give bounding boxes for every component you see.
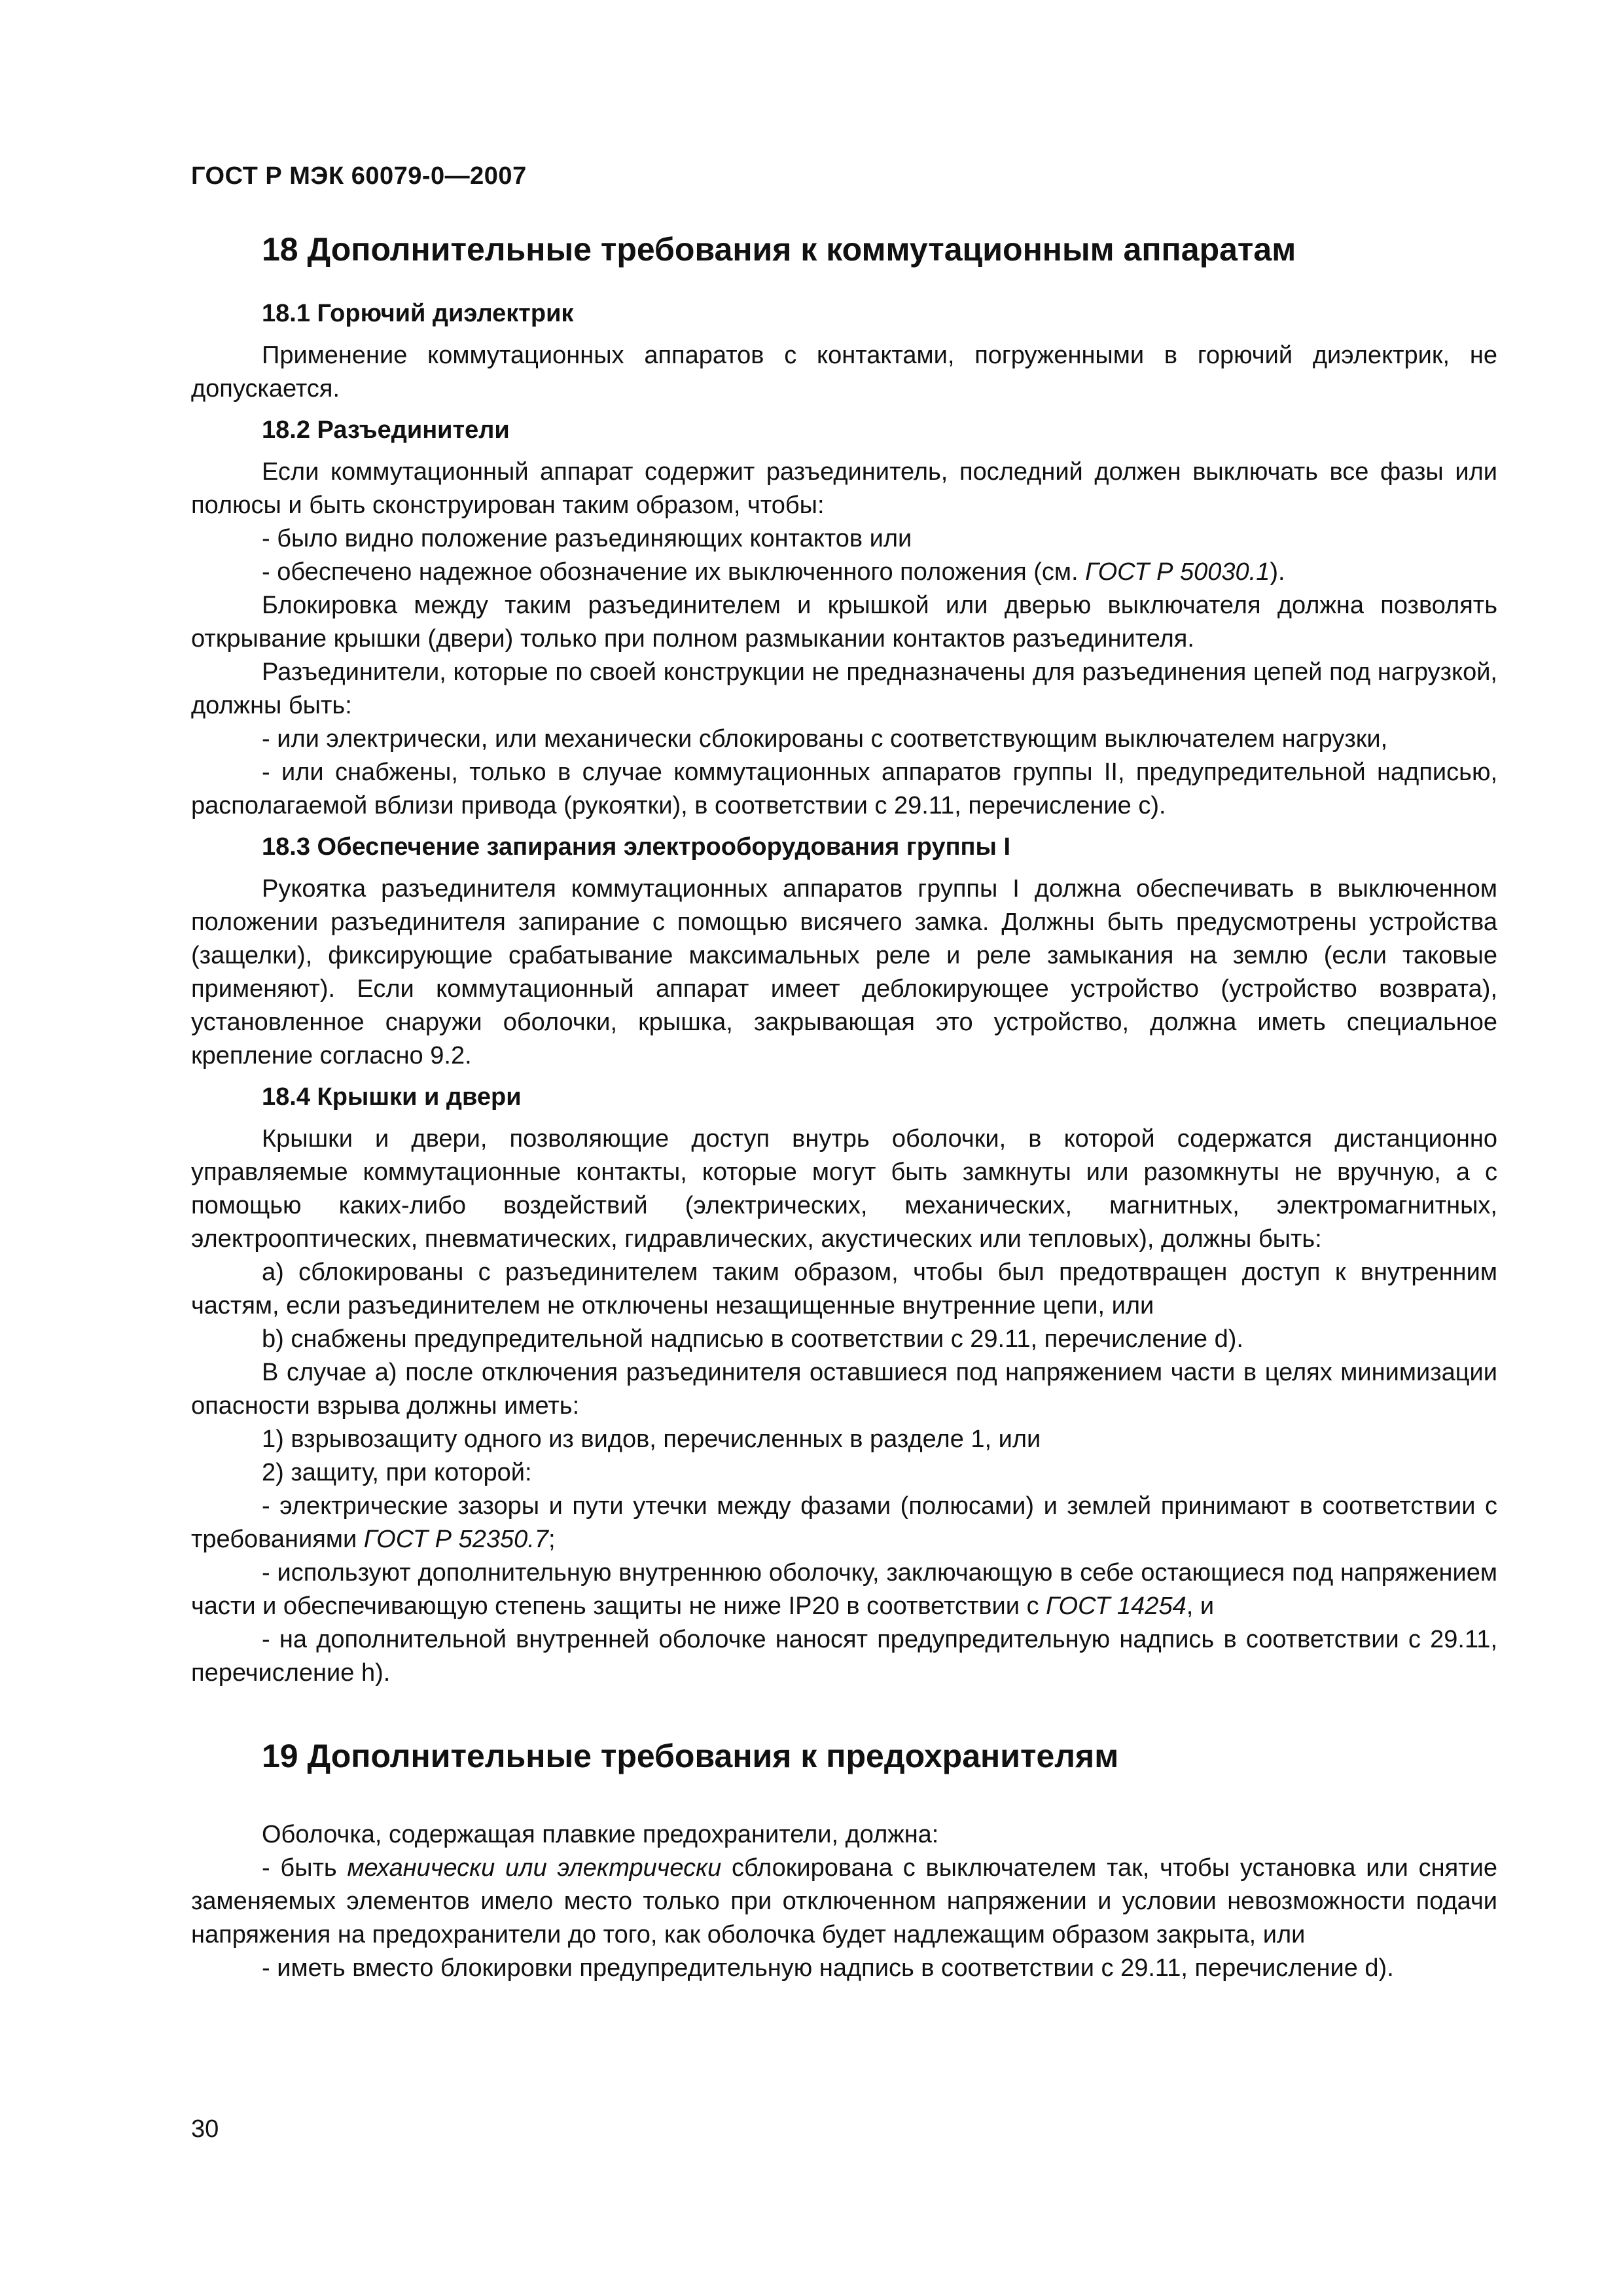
list-item: - на дополнительной внутренней оболочке наносят предупредительную надпись в соответствии с 29.11, перечисление h). [191, 1626, 1497, 1687]
subsection-18-4-title: 18.4 Крышки и двери [262, 1083, 522, 1111]
list-item [191, 556, 1497, 589]
paragraph: Оболочка, содержащая плавкие предохранители, должна: [262, 1821, 939, 1848]
list-item [191, 1490, 1497, 1556]
page-number: 30 [191, 2115, 219, 2143]
subsection-18-3-title: 18.3 Обеспечение запирания электрооборудования группы I [262, 833, 1011, 861]
text-run: сблокирована с выключателем так, чтобы установка или снятие заменяемых элементов имело место только при отключенном напряжении и условии невозможности подачи напряжения на предохранители до того, как оболочка будет надлежащим образом закрыта, или [191, 1854, 1497, 1948]
standard-reference: ГОСТ 14254 [1046, 1592, 1186, 1620]
text-run: - используют дополнительную внутреннюю оболочку, заключающую в себе остающиеся под напряжением части и обеспечивающую степень защиты не ниже IP20 в соответствии с [191, 1559, 1497, 1620]
list-item [191, 1556, 1497, 1623]
text-run: , и [1186, 1592, 1215, 1620]
paragraph: Применение коммутационных аппаратов с контактами, погруженными в горючий диэлектрик, не допускается. [191, 342, 1497, 403]
list-item [191, 1852, 1497, 1952]
document-header: ГОСТ Р МЭК 60079-0—2007 [191, 162, 527, 190]
list-item: - или электрически, или механически сблокированы с соответствующим выключателем нагрузки, [262, 725, 1388, 753]
paragraph: Блокировка между таким разъединителем и крышкой или дверью выключателя должна позволять открывание крышки (двери) только при полном размыкании контактов разъединителя. [191, 592, 1497, 653]
list-item: b) снабжены предупредительной надписью в соответствии с 29.11, перечисление d). [262, 1325, 1243, 1353]
document-body [191, 229, 1497, 1985]
subsection-18-1-title: 18.1 Горючий диэлектрик [262, 300, 574, 327]
standard-reference: ГОСТ Р 50030.1 [1085, 558, 1270, 586]
text-run: - обеспечено надежное обозначение их выключенного положения (см. [262, 558, 1086, 586]
text-run: - быть [262, 1854, 348, 1882]
paragraph: Разъединители, которые по своей конструкции не предназначены для разъединения цепей под нагрузкой, должны быть: [191, 658, 1497, 719]
paragraph: Крышки и двери, позволяющие доступ внутрь оболочки, в которой содержатся дистанционно управляемые коммутационные контакты, которые могут быть замкнуты или разомкнуты не вручную, а с помощью каких-либо воздействий (электрических, механических, магнитных, электромагнитных, электрооптических, пневматических, гидравлических, акустических или тепловых), должны быть: [191, 1125, 1497, 1253]
paragraph: Если коммутационный аппарат содержит разъединитель, последний должен выключать все фазы или полюсы и быть сконструирован таким образом, чтобы: [191, 458, 1497, 519]
list-item: - или снабжены, только в случае коммутационных аппаратов группы II, предупредительной надписью, располагаемой вблизи привода (рукоятки), в соответствии с 29.11, перечисление c). [191, 759, 1497, 819]
list-item: 2) защиту, при которой: [262, 1459, 532, 1486]
emphasis-text: механически или электрически [347, 1854, 722, 1882]
text-run: - электрические зазоры и пути утечки между фазами (полюсами) и землей принимают в соответствии с требованиями [191, 1492, 1497, 1553]
text-run: ; [548, 1526, 556, 1553]
text-run: ). [1270, 558, 1285, 586]
section-19-title: 19 Дополнительные требования к предохранителям [262, 1738, 1119, 1774]
list-item: 1) взрывозащиту одного из видов, перечисленных в разделе 1, или [262, 1426, 1041, 1453]
list-item: - было видно положение разъединяющих контактов или [262, 525, 912, 552]
paragraph: Рукоятка разъединителя коммутационных аппаратов группы I должна обеспечивать в выключенном положении разъединителя запирание с помощью висячего замка. Должны быть предусмотрены устройства (защелки), фиксирующие срабатывание максимальных реле и реле замыкания на землю (если таковые применяют). Если коммутационный аппарат имеет деблокирующее устройство (устройство возврата), установленное снаружи оболочки, крышка, закрывающая это устройство, должна иметь специальное крепление согласно 9.2. [191, 875, 1497, 1069]
paragraph: В случае а) после отключения разъединителя оставшиеся под напряжением части в целях минимизации опасности взрыва должны иметь: [191, 1359, 1497, 1420]
standard-reference: ГОСТ Р 52350.7 [363, 1526, 548, 1553]
section-18-title: 18 Дополнительные требования к коммутационным аппаратам [262, 231, 1296, 268]
list-item: а) сблокированы с разъединителем таким образом, чтобы был предотвращен доступ к внутренним частям, если разъединителем не отключены незащищенные внутренние цепи, или [191, 1259, 1497, 1319]
list-item: - иметь вместо блокировки предупредительную надпись в соответствии с 29.11, перечисление d). [262, 1954, 1394, 1982]
subsection-18-2-title: 18.2 Разъединители [262, 416, 510, 444]
